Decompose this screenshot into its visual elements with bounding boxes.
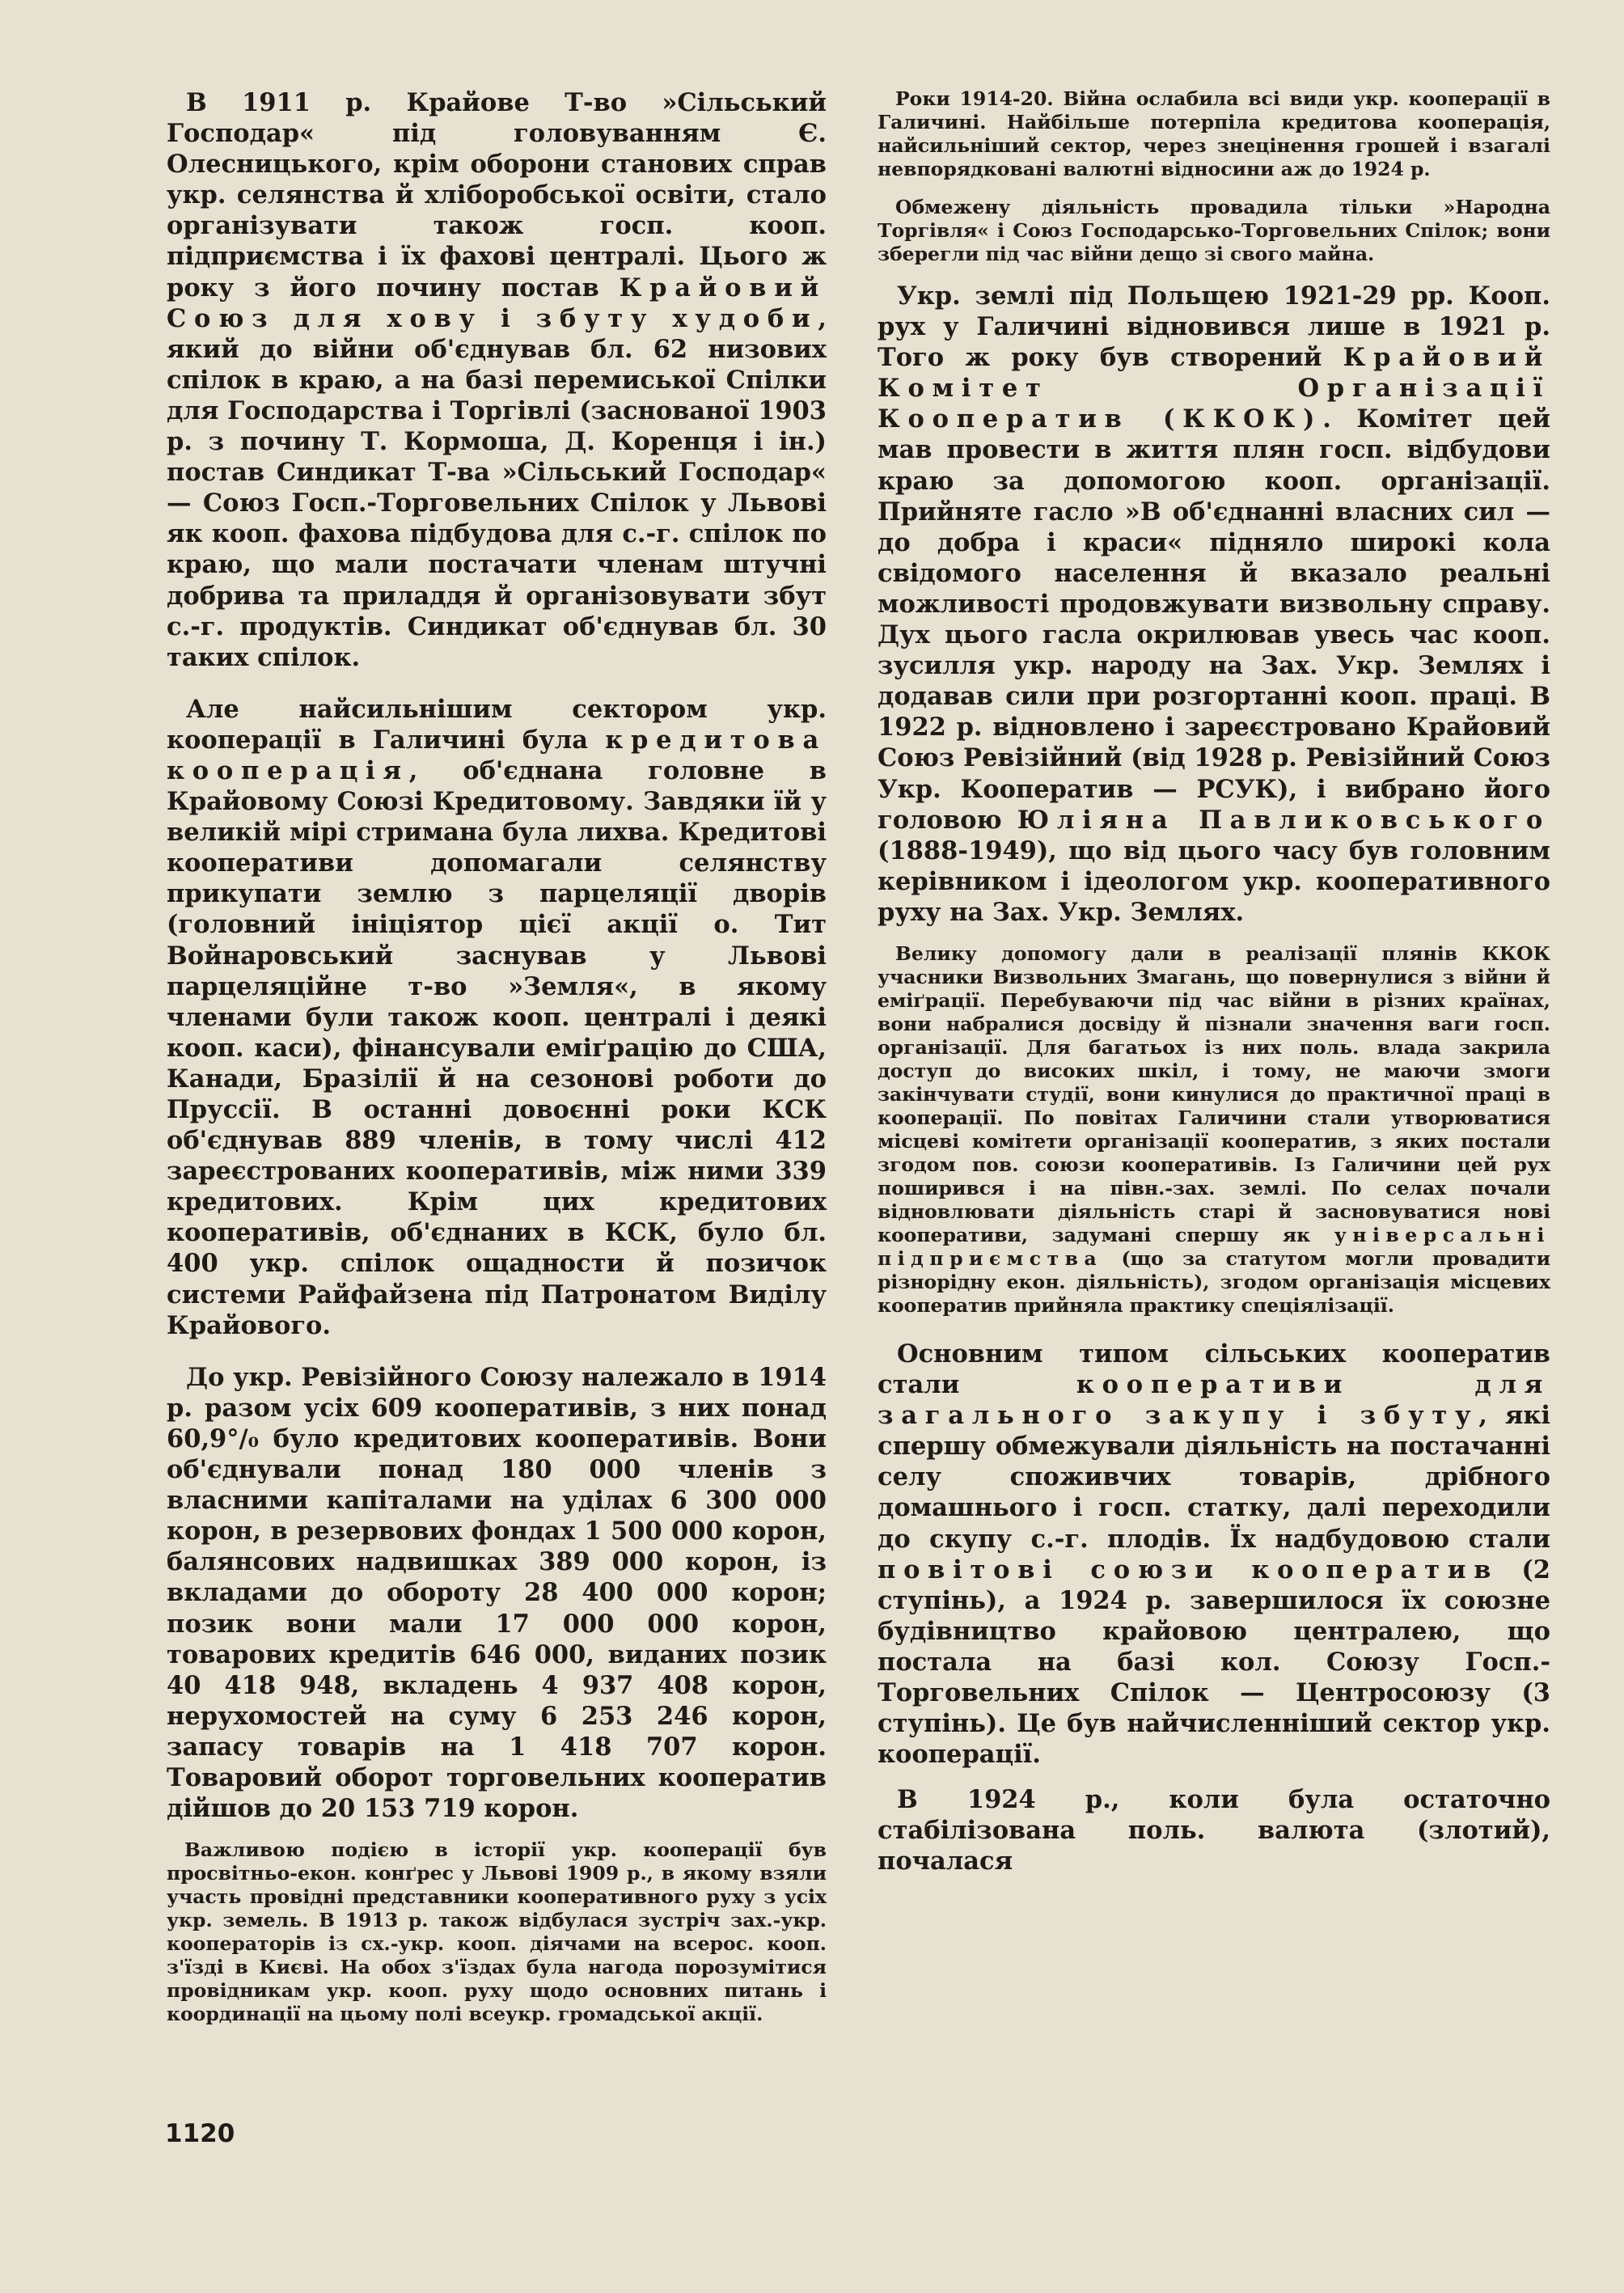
- text-run: Кооп. рух у Галичині відновився лише в 1921 р. Того ж року був створений: [878, 281, 1550, 373]
- text-run: (2 ступінь), а 1924 р. завершилося їх союзне будівництво крайовою централею, що постала на базі кол. Союзу Госп.-Торговельних Спілок — Центросоюзу (3 ступінь). Це був найчисленніший сектор укр. кооперації.: [878, 1555, 1550, 1770]
- paragraph-credit-cooperation: [167, 694, 827, 1341]
- paragraph-lands-under-poland: [878, 281, 1550, 928]
- paragraph-years-1914-20: [878, 87, 1550, 181]
- section-heading: Укр. землі під Польщею 1921-29 рр.: [897, 281, 1454, 311]
- paragraph-congress-1909: Важливою подією в історії укр. кооперації був просвітньо-екон. конґрес у Львові 1909 р., в якому взяли участь провідні представники кооперативного руху з усіх укр. земель. В 1913 р. також відбулася зустріч зах.-укр. кооператорів із сх.-укр. кооп. діячами на всерос. кооп. з'їзді в Києві. На обох з'їздах була нагода порозумітися провідникам укр. кооп. руху щодо основних питань і координації на цьому полі всеукр. громадської акції.: [167, 1838, 827, 2026]
- text-run: Велику допомогу дали в реалізації плянів ККОК учасники Визвольних Змагань, що повернулися з війни й еміґрації. Перебуваючи під час війни в різних країнах, вони набралися досвіду й пізнали значення ваги госп. організації. Для багатьох із них поль. влада закрила доступ до високих шкіл, і тому, не маючи змоги закінчувати студії, вони кинулися до практичної праці в кооперації. По повітах Галичини стали утворюватися місцеві комітети організації кооператив, з яких постали згодом пов. союзи кооперативів. Із Галичини цей рух поширився і на півн.-зах. землі. По селах почали відновлювати діяльність старі й засновуватися нові кооперативи, задумані спершу як: [878, 941, 1550, 1246]
- spaced-term: повітові союзи кооператив: [878, 1555, 1499, 1584]
- spaced-term: універсальні підприємства: [878, 1223, 1550, 1270]
- left-column: [167, 87, 827, 2026]
- text-run: , який до війни об'єднував бл. 62 низових спілок в краю, а на базі перемиської Спілки для Господарства і Торгівлі (заснованої 1903 р. з почину Т. Кормоша, Д. Коренця і ін.) постав Синдикат Т-ва »Сільський Господар« — Союз Госп.-Торговельних Спілок у Львові як кооп. фахова підбудова для с.-г. спілок по краю, що мали постачати членам штучні добрива та приладдя й організовувати збут с.-г. продуктів. Синдикат об'єднував бл. 30 таких спілок.: [167, 303, 827, 672]
- text-run: В 1911 р. Крайове Т-во »Сільський Господар« під головуванням Є. Олесницького, крім оборони станових справ укр. селянства й хліборобської освіти, стало організувати також госп. кооп. підприємства і їх фахові централі. Цього ж року з його почину постав: [167, 88, 827, 302]
- text-run: (1888-1949), що від цього часу був головним керівником і ідеологом укр. кооперативного руху на Зах. Укр. Землях.: [878, 836, 1550, 927]
- text-run: , об'єднана головне в Крайовому Союзі Кредитовому. Завдяки їй у великій мірі стримана була лихва. Кредитові кооперативи допомагали селянству прикупати землю з парцеляції дворів (головний ініціятор цієї акції о. Тит Войнаровський заснував у Львові парцеляційне т-во »Земля«, в якому членами були також кооп. централі і деякі кооп. каси), фінансували еміґрацію до США, Канади, Бразілії й на сезонові роботи до Пруссії. В останні довоєнні роки КСК об'єднував 889 членів, в тому числі 412 зареєстрованих кооперативів, між ними 339 кредитових. Крім цих кредитових кооперативів, об'єднаних в КСК, було бл. 400 укр. спілок ощадности й позичок системи Райфайзена під Патронатом Виділу Крайового.: [167, 755, 827, 1340]
- spaced-term: Крайовий Союз для хову і збуту худоби: [167, 273, 827, 333]
- paragraph-1924-currency: В 1924 р., коли була остаточно стабілізована поль. валюта (злотий), почалася: [878, 1785, 1550, 1876]
- text-run: (що за статутом могли провадити різнорідну екон. діяльність), згодом організація місцевих кооператив прийняла практику спеціялізації.: [878, 1246, 1550, 1317]
- right-column: [878, 87, 1550, 1877]
- text-run: Але найсильнішим сектором укр. кооперації в Галичині була: [167, 694, 827, 755]
- spaced-term: Крайовий Комітет Організації Кооператив (ККОК): [878, 343, 1550, 434]
- text-run: . Комітет цей мав провести в життя плян госп. відбудови краю за допомогою кооп. організації. Прийняте гасло »В об'єднанні власних сил — до добра і краси« підняло широкі кола свідомого населення й вказало реальні можливості продовжувати визвольну справу. Дух цього гасла окрилював увесь час кооп. зусилля укр. народу на Зах. Укр. Землях і додавав сили при розгортанні кооп. праці. В 1922 р. відновлено і зареєстровано Крайовий Союз Ревізійний (від 1928 р. Ревізійний Союз Укр. Кооператив — РСУК), і вибрано його головою: [878, 404, 1550, 835]
- section-label: Роки 1914-20.: [895, 87, 1054, 110]
- paragraph-revision-union-1914: До укр. Ревізійного Союзу належало в 1914 р. разом усіх 609 кооперативів, з них понад 60,9°/₀ було кредитових кооперативів. Вони об'єднували понад 180 000 членів з власними капіталами на уділах 6 300 000 корон, в резервових фондах 1 500 000 корон, балянсових надвишках 389 000 корон, із вкладами до обороту 28 400 000 корон; позик вони мали 17 000 000 корон, товарових кредитів 646 000, виданих позик 40 418 948, вкладень 4 937 408 корон, нерухомостей на суму 6 253 246 корон, запасу товарів на 1 418 707 корон. Товаровий оборот торговельних кооператив дійшов до 20 153 719 корон.: [167, 1362, 827, 1824]
- page-number: 1120: [165, 2119, 235, 2148]
- text-run: Війна ослабила всі види укр. кооперації в Галичині. Найбільше потерпіла кредитова кооперація, найсильніший сектор, через знецінення грошей і взагалі невпорядковані валютні відносини аж до 1924 р.: [878, 87, 1550, 180]
- paragraph-main-type-cooperatives: [878, 1339, 1550, 1770]
- paragraph-1911-ridna-hospodar: [167, 87, 827, 673]
- text-run: , які спершу обмежували діяльність на постачанні селу споживчих товарів, дрібного домашнього і госп. статку, далі переходили до скупу с.-г. плодів. Їх надбудовою стали: [878, 1401, 1550, 1554]
- spaced-term: кооперативи для загального закупу і збуту: [878, 1370, 1551, 1431]
- text-run: Основним типом сільських кооператив стали: [878, 1339, 1550, 1400]
- spaced-term: кредитова кооперація: [167, 725, 827, 785]
- paragraph-great-help: [878, 942, 1550, 1318]
- spaced-name: Юліяна Павликовського: [1017, 805, 1551, 835]
- paragraph-limited-activity: Обмежену діяльність провадила тільки »Народна Торгівля« і Союз Господарсько-Торговельних Спілок; вони зберегли під час війни дещо зі свого майна.: [878, 196, 1550, 265]
